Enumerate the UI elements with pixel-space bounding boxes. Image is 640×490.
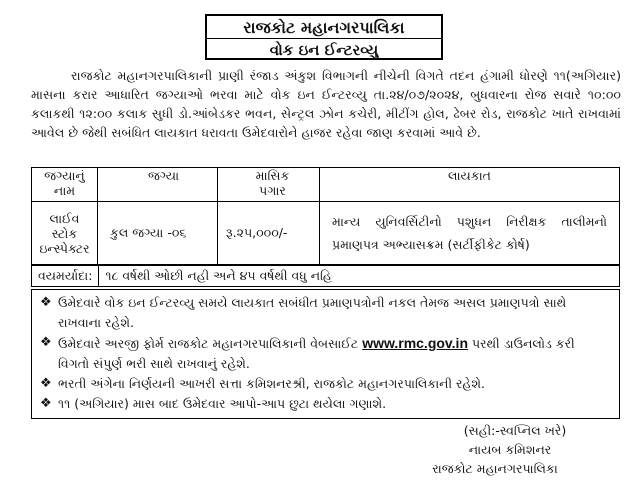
posts-table (31, 167, 620, 265)
table-header-row (32, 168, 620, 202)
header-salary-line1: માસિક (255, 168, 290, 183)
notice-title: વોક ઇન ઈન્ટરવ્યુ (269, 41, 379, 59)
post-line2: સ્ટોક (51, 225, 78, 241)
list-item (40, 394, 609, 414)
list-item (40, 374, 609, 394)
intro-text: રાજકોટ મહાનગરપાલિકાની પ્રાણી રંજાડ અંકુશ વિભાગની નીચેની વિગતે તદન હંગામી ધોરણે ૧૧(અગિયાર) માસના કરાર આધારિત જગ્યાઓ ભરવા માટે વોક ઇન ઈન્ટરવ્યુ તા.૨૪/૦૭/૨૦૨૪, બુધવારના રોજ સવારે ૧૦:૦૦ કલાકથી ૧૨:૦૦ કલાક સુધી ડો.આંબેડકર ભવન, સેન્ટ્રલ ઝોન કચેરી, મીટીંગ હોલ, ઢેબર રોડ, રાજકોટ ખાતે રાખવામાં આવેલ છે જેથી સબંધિત લાયકાત ધરાવતા ઉમેદવારોને હાજર રહેવા જાણ કરવામાં આવે છે. (31, 68, 621, 140)
age-limit-label: વયમર્યાદા: (32, 266, 99, 287)
title-box (205, 14, 443, 60)
note-text-after-url: પરથી ડાઉનલોડ કરી વિગતો સંપુર્ણ ભરી સાથે રાખવાનું રહેશે. (58, 336, 575, 371)
post-line3: ઇન્સ્પેક્ટર (39, 240, 90, 256)
note-text: ઉમેદવારે વોક ઇન ઈન્ટરવ્યુ સમયે લાયકાત સબંધીત પ્રમાણપત્રોની નકલ તેમજ અસલ પ્રમાણપત્રો સાથે રાખવાના રહેશે. (58, 295, 567, 330)
header-post-line2: નામ (53, 183, 76, 198)
age-limit-value: ૧૮ વર્ષથી ઓછી નહી અને ૪૫ વર્ષથી વધુ નહિ (99, 266, 620, 287)
list-item (40, 333, 609, 374)
header-vacancies (98, 168, 218, 202)
header-vacancies-text: જગ્યા (147, 168, 180, 183)
note-text (58, 333, 609, 374)
table-row (32, 202, 620, 265)
header-salary (218, 168, 320, 202)
note-text: ૧૧ (અગિયાર) માસ બાદ ઉમેદવાર આપો-આપ છુટા થયેલા ગણાશે. (58, 396, 387, 411)
list-item (40, 293, 609, 333)
post-line1: લાઈવ (49, 210, 80, 226)
signature-block (395, 421, 595, 478)
qualification-line1: માન્ય યુનિવર્સિટીનો પશુધન નિરીક્ષક તાલીમનો (332, 214, 607, 229)
qualification-line2: પ્રમાણપત્ર અભ્યાસક્રમ (સર્ટીફીકેટ કોર્ષ) (332, 237, 530, 252)
header-salary-line2: પગાર (259, 183, 286, 198)
diamond-bullet-icon: ❖ (40, 376, 52, 391)
cell-post-name (32, 202, 98, 265)
header-post-name (32, 168, 98, 202)
website-link[interactable]: www.rmc.gov.in (362, 335, 468, 351)
title-divider (207, 38, 441, 39)
signatory-org: રાજકોટ મહાનગરપાલિકા (432, 461, 558, 476)
note-text: ભરતી અંગેના નિર્ણયની આખરી સત્તા કમિશનરશ્રી, રાજકોટ મહાનગરપાલિકાની રહેશે. (58, 376, 485, 391)
signatory-name: (સહી:-સ્વપ્નિલ ખરે) (463, 423, 567, 438)
header-qualification (320, 168, 620, 202)
cell-vacancies: કુલ જગ્યા -૦૬ (98, 202, 218, 265)
note-text-before-url: ઉમેદવારે અરજી ફોર્મ રાજકોટ મહાનગરપાલિકાની વેબસાઈટ (58, 336, 359, 351)
diamond-bullet-icon: ❖ (40, 396, 52, 411)
diamond-bullet-icon: ❖ (40, 295, 52, 310)
intro-paragraph (31, 66, 621, 142)
signatory-designation: નાયબ કમિશનર (468, 442, 552, 457)
header-post-line1: જગ્યાનું (44, 168, 85, 183)
org-name: રાજકોટ મહાનગરપાલિકા (243, 18, 405, 37)
cell-salary: રૂ.૨૫,૦૦૦/- (218, 202, 320, 265)
diamond-bullet-icon: ❖ (40, 335, 52, 350)
header-qualification-text: લાયકાત (448, 168, 491, 183)
age-limit-row (31, 265, 620, 287)
cell-qualification (320, 202, 620, 265)
notes-box (31, 289, 620, 419)
